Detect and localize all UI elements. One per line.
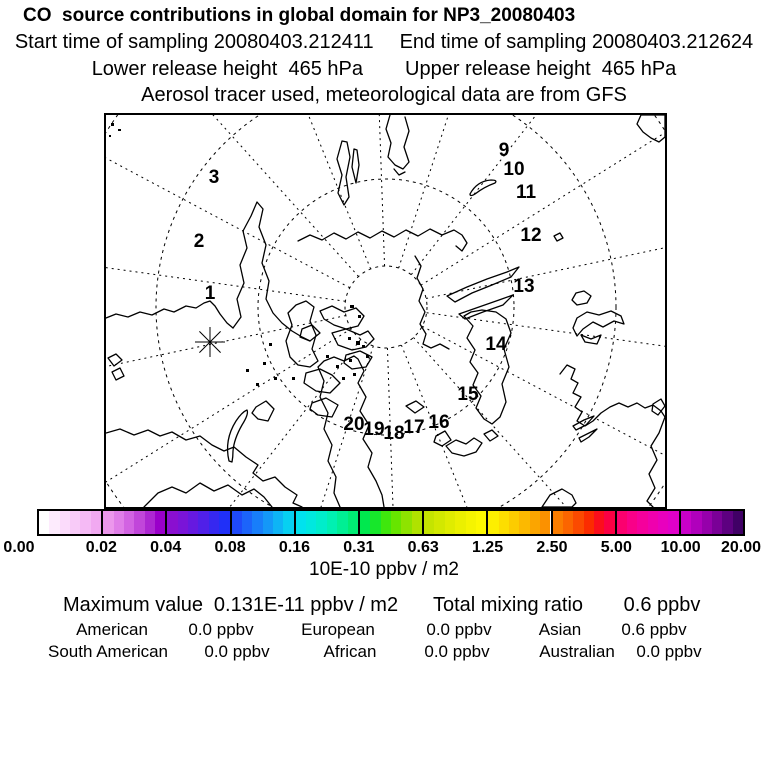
- colorbar-unit-label: 10E-10 ppbv / m2: [309, 559, 459, 580]
- polar-map-svg: [106, 115, 665, 507]
- colorbar-cell: [681, 511, 691, 534]
- colorbar-cell: [209, 511, 219, 534]
- tracer-line: [0, 84, 768, 107]
- colorbar-tick-label: 0.31: [343, 539, 375, 556]
- colorbar-cell: [134, 511, 144, 534]
- trajectory-point-label: 3: [208, 167, 220, 188]
- colorbar-cell: [167, 511, 177, 534]
- colorbar-cell: [70, 511, 80, 534]
- colorbar-cell: [604, 511, 614, 534]
- colorbar-segment: [617, 511, 681, 534]
- trajectory-point-label: 16: [428, 412, 450, 433]
- colorbar-cell: [702, 511, 712, 534]
- colorbar-tick-label: 0.16: [278, 539, 311, 556]
- colorbar-cell: [722, 511, 732, 534]
- colorbar-cell: [283, 511, 293, 534]
- colorbar-cell: [401, 511, 411, 534]
- meridian-line: [106, 316, 346, 405]
- meridian-line: [411, 115, 665, 275]
- trajectory-point-label: 18: [383, 423, 405, 444]
- page-title: CO source contributions in global domain for NP3_20080403: [23, 5, 576, 26]
- meridian-line: [421, 115, 665, 285]
- colorbar-cell: [49, 511, 59, 534]
- colorbar-segment: [488, 511, 552, 534]
- latitude-circle: [345, 266, 427, 348]
- colorbar-tick-label: 0.63: [407, 539, 439, 556]
- colorbar-cell: [381, 511, 391, 534]
- meridian-line: [106, 339, 361, 507]
- colorbar-cell: [39, 511, 49, 534]
- meridian-line: [427, 313, 665, 373]
- meridian-line: [106, 115, 359, 277]
- colorbar-cell: [370, 511, 380, 534]
- colorbar-tick-label: 2.50: [536, 539, 568, 556]
- trajectory-point-label: 17: [403, 417, 425, 438]
- stats-row-regions-1: [0, 620, 768, 644]
- trajectory-point-label: 1: [204, 283, 216, 304]
- region-value: 0.6 ppbv: [621, 620, 687, 639]
- colorbar-cell: [337, 511, 347, 534]
- region-name: Asian: [538, 620, 582, 639]
- meridian-line: [370, 115, 385, 266]
- colorbar-cell: [391, 511, 401, 534]
- latitude-circle: [106, 115, 665, 507]
- colorbar-tick-labels: [0, 539, 768, 559]
- meridian-line: [413, 337, 665, 507]
- colorbar-cell: [530, 511, 540, 534]
- total-mixing-ratio-value: 0.6 ppbv: [623, 594, 701, 616]
- region-value: 0.0 ppbv: [424, 642, 490, 661]
- colorbar-cell: [306, 511, 316, 534]
- meridian-line: [401, 345, 562, 507]
- colorbar-segment: [232, 511, 296, 534]
- colorbar-segment: [167, 511, 231, 534]
- colorbar-cell: [434, 511, 444, 534]
- meridian-line: [106, 329, 351, 507]
- colorbar-cell: [691, 511, 701, 534]
- region-value: 0.0 ppbv: [426, 620, 492, 639]
- colorbar-cell: [648, 511, 658, 534]
- colorbar-tick-label: 10.00: [660, 539, 701, 556]
- colorbar-cell: [316, 511, 326, 534]
- trajectory-point-label: 10: [503, 159, 525, 180]
- region-value: 0.0 ppbv: [188, 620, 254, 639]
- colorbar-cell: [466, 511, 476, 534]
- colorbar-cell: [188, 511, 198, 534]
- max-value: 0.131E-11 ppbv / m2: [213, 594, 399, 616]
- colorbar-cell: [242, 511, 252, 534]
- colorbar-cell: [273, 511, 283, 534]
- colorbar-segment: [553, 511, 617, 534]
- release-station-marker: [195, 327, 225, 357]
- colorbar-cell: [219, 511, 229, 534]
- trajectory-point-label: 15: [457, 384, 479, 405]
- colorbar-cell: [124, 511, 134, 534]
- region-name: American: [76, 620, 148, 639]
- latitude-circle: [156, 115, 616, 507]
- colorbar-cell: [553, 511, 563, 534]
- trajectory-point-label: 11: [515, 182, 537, 203]
- colorbar-cell: [455, 511, 465, 534]
- colorbar-cell: [178, 511, 188, 534]
- sampling-times-line: [0, 31, 768, 54]
- release-heights-line: [0, 58, 768, 81]
- colorbar: [37, 509, 745, 536]
- colorbar-cell: [594, 511, 604, 534]
- trajectory-point-label: 19: [363, 419, 385, 440]
- colorbar-segment: [296, 511, 360, 534]
- colorbar-cell: [733, 511, 743, 534]
- colorbar-cell: [114, 511, 124, 534]
- colorbar-cell: [424, 511, 434, 534]
- colorbar-cell: [60, 511, 70, 534]
- colorbar-cell: [360, 511, 370, 534]
- start-time-text: Start time of sampling 20080403.212411: [14, 31, 374, 53]
- colorbar-cell: [509, 511, 519, 534]
- region-name: European: [301, 620, 375, 639]
- trajectory-point-label: 9: [498, 140, 510, 161]
- colorbar-cell: [627, 511, 637, 534]
- colorbar-tick-label: 20.00: [720, 539, 762, 556]
- colorbar-tick-label: 0.04: [150, 539, 182, 556]
- colorbar-cell: [519, 511, 529, 534]
- total-mixing-ratio-label: Total mixing ratio: [432, 594, 584, 616]
- trajectory-point-label: 14: [485, 334, 507, 355]
- colorbar-segment: [681, 511, 743, 534]
- colorbar-cell: [712, 511, 722, 534]
- graticule: [106, 115, 665, 507]
- colorbar-segment: [103, 511, 167, 534]
- colorbar-cell: [412, 511, 422, 534]
- region-value: 0.0 ppbv: [204, 642, 270, 661]
- upper-release-text: Upper release height 465 hPa: [405, 58, 677, 80]
- colorbar-cell: [617, 511, 627, 534]
- meridian-line: [106, 242, 345, 302]
- colorbar-cell: [327, 511, 337, 534]
- trajectory-point-label: 13: [513, 276, 535, 297]
- colorbar-cell: [80, 511, 90, 534]
- region-value: 0.0 ppbv: [636, 642, 702, 661]
- region-name: Australian: [539, 642, 615, 661]
- end-time-text: End time of sampling 20080403.212624: [399, 31, 754, 53]
- coastlines: [106, 115, 665, 507]
- lower-release-text: Lower release height 465 hPa: [91, 58, 363, 80]
- colorbar-segment: [360, 511, 424, 534]
- colorbar-tick-label: 0.02: [85, 539, 117, 556]
- colorbar-cell: [584, 511, 594, 534]
- colorbar-cell: [658, 511, 668, 534]
- trajectory-point-label: 2: [193, 231, 205, 252]
- meridian-line: [422, 326, 665, 507]
- colorbar-cell: [263, 511, 273, 534]
- colorbar-segment: [39, 511, 103, 534]
- colorbar-cell: [499, 511, 509, 534]
- colorbar-segment: [424, 511, 488, 534]
- colorbar-cell: [103, 511, 113, 534]
- colorbar-cell: [445, 511, 455, 534]
- colorbar-cell: [668, 511, 678, 534]
- meridian-line: [426, 209, 665, 298]
- colorbar-cell: [476, 511, 486, 534]
- colorbar-cell: [348, 511, 358, 534]
- colorbar-cell: [488, 511, 498, 534]
- colorbar-cell: [296, 511, 306, 534]
- colorbar-cell: [252, 511, 262, 534]
- region-name: African: [323, 642, 377, 661]
- colorbar-cell: [91, 511, 101, 534]
- colorbar-tick-label: 0.00: [3, 539, 35, 556]
- colorbar-cell: [637, 511, 647, 534]
- colorbar-cell: [563, 511, 573, 534]
- trajectory-point-label: 20: [343, 414, 365, 435]
- colorbar-cell: [155, 511, 165, 534]
- colorbar-cell: [198, 511, 208, 534]
- tracer-text: Aerosol tracer used, meteorological data are from GFS: [141, 84, 627, 106]
- stats-row-regions-2: [0, 642, 768, 666]
- colorbar-cell: [145, 511, 155, 534]
- polar-map: [104, 113, 667, 509]
- colorbar-cell: [573, 511, 583, 534]
- trajectory-point-label: 12: [520, 225, 542, 246]
- colorbar-tick-label: 5.00: [600, 539, 632, 556]
- max-value-label: Maximum value: [62, 594, 204, 616]
- colorbar-cell: [232, 511, 242, 534]
- colorbar-cell: [540, 511, 550, 534]
- stats-row-max: [0, 594, 768, 618]
- colorbar-tick-label: 1.25: [471, 539, 504, 556]
- region-name: South American: [47, 642, 169, 661]
- colorbar-tick-label: 0.08: [214, 539, 246, 556]
